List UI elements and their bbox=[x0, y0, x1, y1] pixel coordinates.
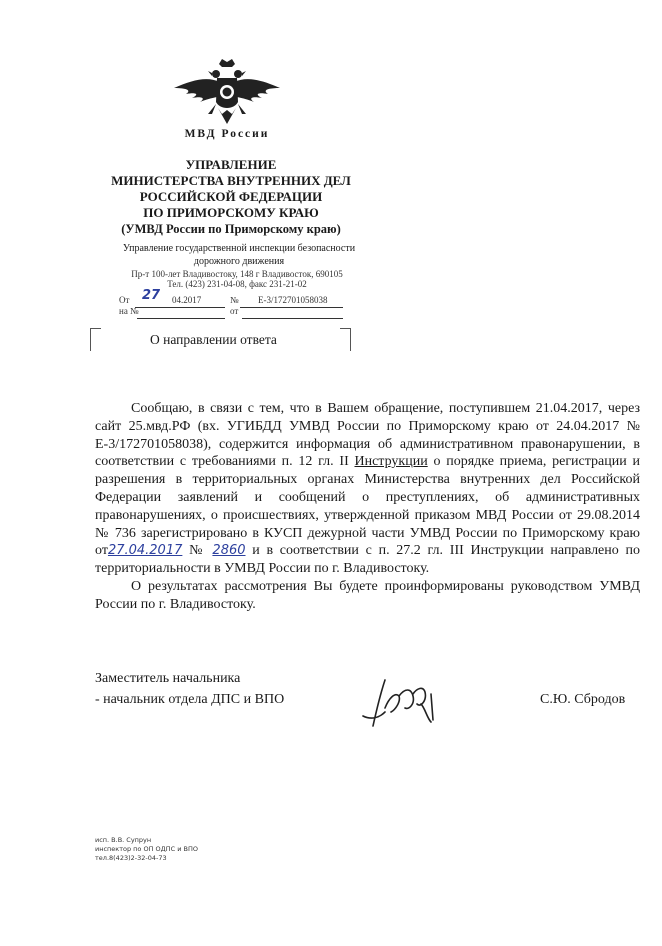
date-rest: 04.2017 bbox=[172, 295, 202, 305]
dept-line: МИНИСТЕРСТВА ВНУТРЕННИХ ДЕЛ bbox=[111, 173, 351, 188]
subdivision-name bbox=[108, 242, 370, 268]
body-paragraph: О результатах рассмотрения Вы будете проинформированы руководством УМВД России по г. Владивостоку. bbox=[95, 578, 640, 612]
mvd-emblem-icon bbox=[172, 58, 282, 130]
executor-line: инспектор по ОП ОДПС и ВПО bbox=[95, 845, 198, 853]
on-number-label: на № bbox=[119, 306, 139, 316]
subdivision-line: Управление государственной инспекции безопасности bbox=[122, 243, 356, 254]
org-name: МВД России bbox=[184, 128, 270, 140]
letter-body bbox=[95, 400, 640, 614]
dept-line: РОССИЙСКОЙ ФЕДЕРАЦИИ bbox=[139, 189, 323, 204]
department-title bbox=[100, 157, 362, 221]
signatory-position bbox=[95, 668, 284, 710]
from-label: От bbox=[119, 295, 130, 305]
handwritten-signature bbox=[355, 668, 455, 738]
signatory-name: С.Ю. Сбродов bbox=[540, 692, 626, 707]
position-line: - начальник отдела ДПС и ВПО bbox=[95, 692, 285, 707]
body-paragraph bbox=[95, 400, 640, 578]
dept-line: ПО ПРИМОРСКОМУ КРАЮ bbox=[143, 205, 319, 220]
address: Пр-т 100-лет Владивостоку, 148 г Владивосток, 690105 bbox=[131, 269, 343, 279]
subdivision-line: дорожного движения bbox=[193, 256, 285, 267]
executor-line: исп. В.В. Супрун bbox=[95, 836, 152, 844]
handwritten-number: 2860 bbox=[212, 543, 246, 559]
subject-bracket-left bbox=[90, 328, 101, 351]
number-value: Е-3/172701058038 bbox=[258, 295, 328, 305]
body-text: № bbox=[182, 543, 213, 559]
body-text: и в соответствии с п. 27.2 гл. III Инструкции направлено по территориальности в УМВД России по г. Владивостоку. bbox=[95, 543, 640, 577]
date-day-handwritten: 27 bbox=[142, 288, 161, 303]
subject-bracket-right bbox=[340, 328, 351, 351]
phone: Тел. (423) 231-04-08, факс 231-21-02 bbox=[167, 279, 307, 289]
on-number-field bbox=[137, 307, 225, 319]
handwritten-date: 27.04.2017 bbox=[107, 543, 183, 559]
on-from-label: от bbox=[230, 306, 239, 316]
subject: О направлении ответа bbox=[150, 332, 277, 347]
number-label: № bbox=[230, 295, 239, 305]
executor-line: тел.8(423)2-32-04-73 bbox=[95, 854, 167, 862]
on-from-field bbox=[242, 307, 343, 319]
department-short-name: (УМВД России по Приморскому краю) bbox=[121, 222, 341, 236]
executor-info bbox=[95, 836, 198, 863]
position-line: Заместитель начальника bbox=[95, 671, 241, 686]
body-text: о порядке приема, регистрации и разрешения в территориальных органах Министерства внутренних дел Российской Федерации заявлений и сообщений о преступлениях, об административных правонарушениях, о происшествиях, утвержденной приказом МВД России от 29.08.2014 № 736 зарегистрировано в КУСП дежурной части УМВД России по Приморскому краю от bbox=[95, 454, 640, 559]
dept-line: УПРАВЛЕНИЕ bbox=[185, 157, 277, 172]
instruction-link: Инструкции bbox=[354, 454, 428, 470]
body-text: Сообщаю, в связи с тем, что в Вашем обращение, поступившем 21.04.2017, через сайт 25.мвд.РФ (вх. УГИБДД УМВД России по Приморскому краю от 24.04.2017 № Е-3/172701058038), содержится информация об административном правонарушении, в соответствии с требованиями п. 12 гл. II bbox=[95, 401, 640, 470]
